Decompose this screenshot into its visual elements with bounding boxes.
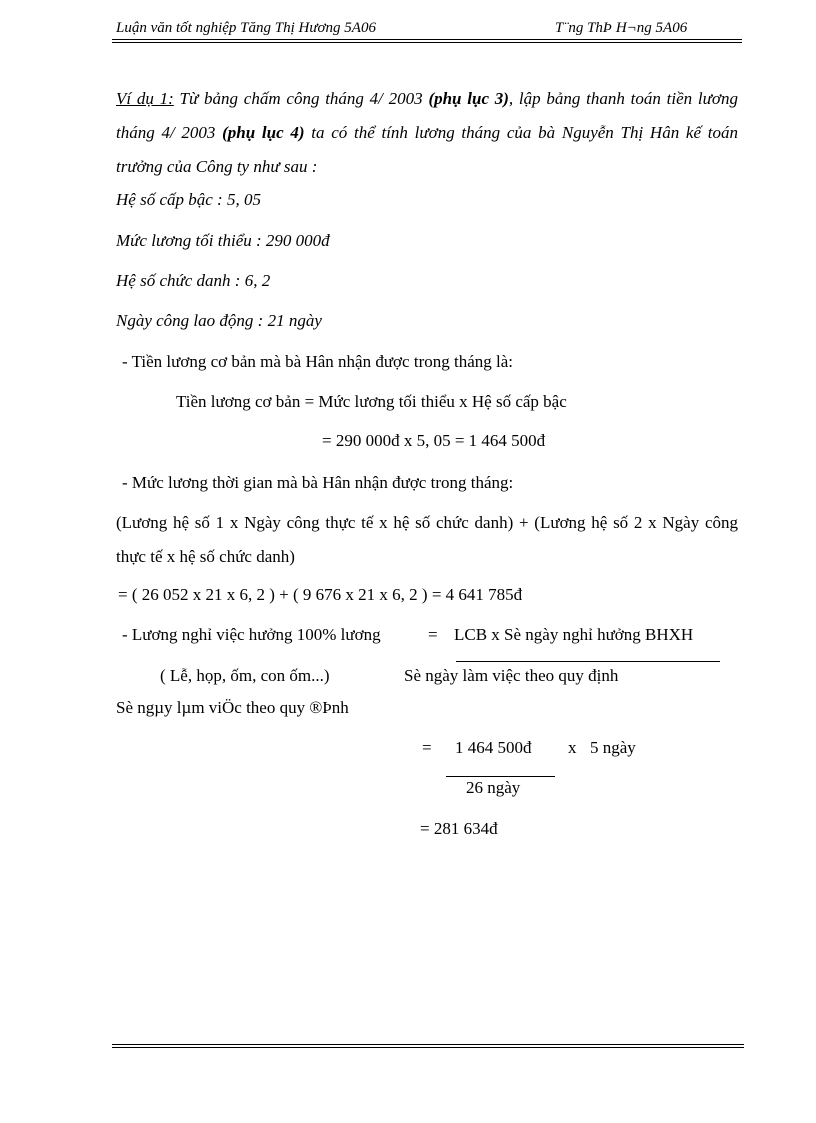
example-paragraph <box>116 82 738 184</box>
leave-intro: - Lương nghỉ việc hưởng 100% lương <box>122 625 381 644</box>
calc-fraction-bar <box>446 776 555 777</box>
time-wage-formula: (Lương hệ số 1 x Ngày công thực tế x hệ số chức danh) + (Lương hệ số 2 x Ngày công thực tế x hệ số chức danh) <box>116 513 738 566</box>
calc-final: = 281 634đ <box>420 819 498 838</box>
basic-result: = 290 000đ x 5, 05 = 1 464 500đ <box>322 431 546 450</box>
leave-note: ( Lễ, họp, ốm, con ốm...) <box>160 666 330 685</box>
example-text-2: , lập bảng thanh toán tiền lương tháng 4/ 2003 <box>116 89 738 142</box>
footer-rule-top <box>112 1044 744 1045</box>
calc-days: 5 ngày <box>590 738 636 757</box>
calc-times: x <box>568 738 577 757</box>
leave-fraction-bar <box>456 661 720 662</box>
footer-rule-bottom <box>112 1047 744 1048</box>
param-min-wage: Mức lương tối thiểu : 290 000đ <box>116 231 330 250</box>
example-appendix-3: (phụ lục 3) <box>428 89 509 108</box>
header-rule-bottom <box>112 42 742 43</box>
leave-numerator: LCB x Sè ngày nghỉ hưởng BHXH <box>454 625 694 644</box>
calc-denominator: 26 ngày <box>466 778 521 797</box>
example-text-3: ta có thể tính lương tháng của bà Nguyễn Thị Hân kế toán trưởng của Công ty như sau : <box>116 123 738 176</box>
header-right-text: T¨ng ThÞ H¬ng 5A06 <box>555 20 688 36</box>
example-text-1: Từ bảng chấm công tháng 4/ 2003 <box>173 89 429 108</box>
example-label: Ví dụ 1: <box>116 89 174 108</box>
leave-denominator: Sè ngày làm việc theo quy định <box>404 666 619 685</box>
leave-equals: = <box>428 625 438 644</box>
param-title-coef: Hệ số chức danh : 6, 2 <box>116 271 271 290</box>
basic-intro: - Tiền lương cơ bản mà bà Hân nhận được trong tháng là: <box>122 352 513 371</box>
basic-formula: Tiền lương cơ bản = Mức lương tối thiểu x Hệ số cấp bậc <box>176 392 567 411</box>
example-appendix-4: (phụ lục 4) <box>222 123 305 142</box>
leave-garbled-text: Sè ngµy lµm viÖc theo quy ®Þnh <box>116 698 349 717</box>
calc-numerator: 1 464 500đ <box>455 738 532 757</box>
param-grade: Hệ số cấp bậc : 5, 05 <box>116 190 261 209</box>
time-wage-intro: - Mức lương thời gian mà bà Hân nhận được trong tháng: <box>122 473 514 492</box>
header-left-text: Luận văn tốt nghiệp Tăng Thị Hương 5A06 <box>116 20 376 36</box>
calc-equals: = <box>422 738 432 757</box>
time-wage-result: = ( 26 052 x 21 x 6, 2 ) + ( 9 676 x 21 x 6, 2 ) = 4 641 785đ <box>118 585 523 604</box>
param-workdays: Ngày công lao động : 21 ngày <box>116 311 322 330</box>
header-rule-top <box>112 39 742 40</box>
